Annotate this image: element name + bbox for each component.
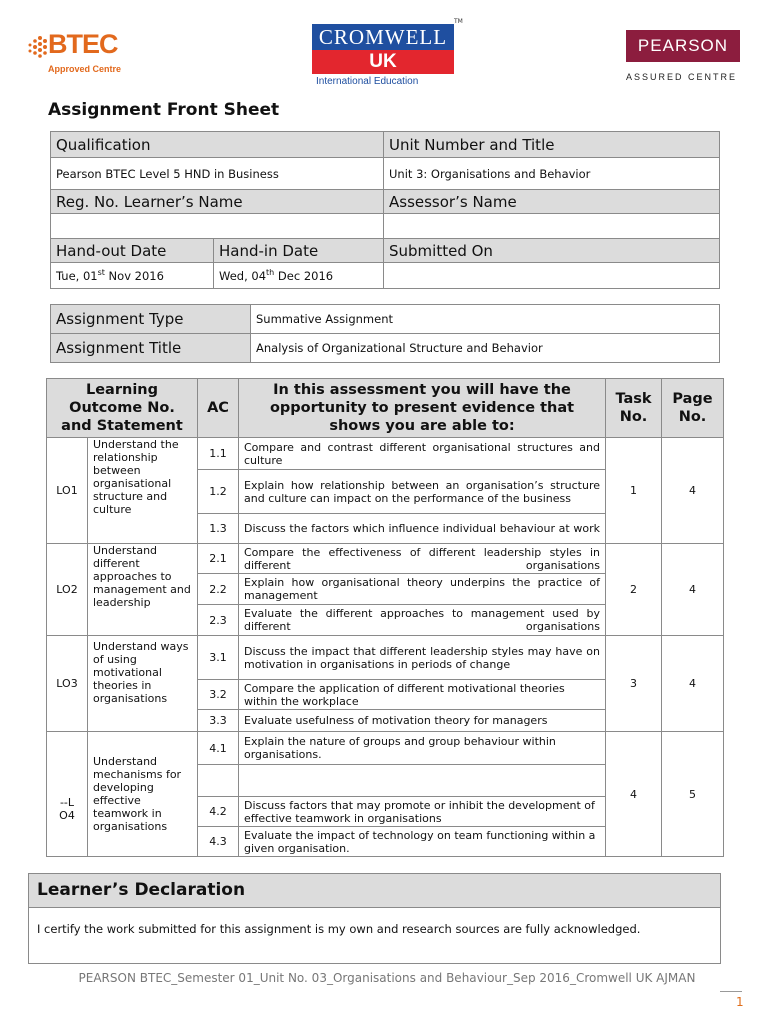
criterion-text: Discuss the factors which influence individual behaviour at work (239, 514, 606, 544)
declaration-heading: Learner’s Declaration (28, 873, 721, 908)
header-evidence: In this assessment you will have the opportunity to present evidence that shows you are able to: (239, 379, 606, 438)
lo2-page: 4 (662, 544, 724, 636)
assessor-name-cell (384, 214, 720, 239)
handout-value: Tue, 01st Nov 2016 (51, 263, 214, 289)
handin-value: Wed, 04th Dec 2016 (214, 263, 384, 289)
assignment-title-value: Analysis of Organizational Structure and Behavior (251, 334, 720, 363)
ac-cell: 1.2 (198, 470, 239, 514)
criterion-text: Evaluate the different approaches to management used by different organisations (239, 605, 606, 636)
cromwell-uk: UK (312, 50, 454, 74)
pearson-logo (626, 30, 741, 82)
pearson-wordmark: PEARSON (626, 30, 740, 62)
ac-cell: 4.3 (198, 827, 239, 857)
lo1-page: 4 (662, 438, 724, 544)
lo3-page: 4 (662, 636, 724, 732)
ac-cell: 2.2 (198, 574, 239, 605)
assignment-title-label: Assignment Title (51, 334, 251, 363)
ac-cell (198, 765, 239, 797)
page-number: 1 (736, 995, 744, 1009)
ac-cell: 1.3 (198, 514, 239, 544)
cromwell-logo (312, 18, 463, 87)
assignment-type-label: Assignment Type (51, 305, 251, 334)
qualification-value: Pearson BTEC Level 5 HND in Business (51, 158, 384, 190)
lo4-page: 5 (662, 732, 724, 857)
ac-cell: 3.3 (198, 710, 239, 732)
declaration-text: I certify the work submitted for this assignment is my own and research sources are fully acknowledged. (28, 907, 721, 964)
lo4-task: 4 (606, 732, 662, 857)
qualification-label: Qualification (51, 132, 384, 158)
btec-dots-icon (26, 35, 48, 61)
info-table (50, 131, 720, 289)
criterion-text: Explain how organisational theory underpins the practice of management (239, 574, 606, 605)
assignment-table (50, 304, 720, 363)
handout-label: Hand-out Date (51, 239, 214, 263)
learner-name-cell (51, 214, 384, 239)
criterion-text (239, 765, 606, 797)
assessor-label: Assessor’s Name (384, 190, 720, 214)
pearson-subtitle: ASSURED CENTRE (626, 72, 738, 82)
footer-text: PEARSON BTEC_Semester 01_Unit No. 03_Organisations and Behaviour_Sep 2016_Cromwell UK AJMAN (78, 971, 696, 985)
ac-cell: 4.2 (198, 797, 239, 827)
lo4-statement: Understand mechanisms for developing effective teamwork in organisations (88, 732, 198, 857)
criterion-text: Evaluate usefulness of motivation theory for managers (239, 710, 606, 732)
criterion-text: Discuss factors that may promote or inhibit the development of effective teamwork in organisations (239, 797, 606, 827)
header-learning-outcome: Learning Outcome No. and Statement (47, 379, 198, 438)
page-number-rule (720, 991, 742, 992)
ac-cell: 3.1 (198, 636, 239, 680)
lo3-statement: Understand ways of using motivational theories in organisations (88, 636, 198, 732)
lo2-task: 2 (606, 544, 662, 636)
btec-wordmark: BTEC (48, 29, 118, 59)
lo1-id: LO1 (47, 438, 88, 544)
lo3-task: 3 (606, 636, 662, 732)
ac-cell: 1.1 (198, 438, 239, 470)
criterion-text: Evaluate the impact of technology on team functioning within a given organisation. (239, 827, 606, 857)
criterion-text: Discuss the impact that different leadership styles may have on motivation in organisations in periods of change (239, 636, 606, 680)
criterion-text: Explain how relationship between an organisation’s structure and culture can impact on the performance of the business (239, 470, 606, 514)
header-task-no: Task No. (606, 379, 662, 438)
ac-cell: 3.2 (198, 680, 239, 710)
lo2-statement: Understand different approaches to management and leadership (88, 544, 198, 636)
ac-cell: 2.3 (198, 605, 239, 636)
lo4-id: --L O4 (47, 732, 88, 857)
cromwell-wordmark: CROMWELL (312, 24, 454, 50)
outcomes-table (46, 378, 724, 857)
reg-label: Reg. No. Learner’s Name (51, 190, 384, 214)
criterion-text: Explain the nature of groups and group behaviour within organisations. (239, 732, 606, 765)
page-title: Assignment Front Sheet (48, 100, 280, 120)
lo2-id: LO2 (47, 544, 88, 636)
ac-cell: 2.1 (198, 544, 239, 574)
criterion-text: Compare the effectiveness of different leadership styles in different organisations (239, 544, 606, 574)
header-ac: AC (198, 379, 239, 438)
lo3-id: LO3 (47, 636, 88, 732)
handin-label: Hand-in Date (214, 239, 384, 263)
btec-subtitle: Approved Centre (48, 64, 122, 74)
assignment-type-value: Summative Assignment (251, 305, 720, 334)
unit-label: Unit Number and Title (384, 132, 720, 158)
ac-cell: 4.1 (198, 732, 239, 765)
lo1-task: 1 (606, 438, 662, 544)
criterion-text: Compare the application of different motivational theories within the workplace (239, 680, 606, 710)
criterion-text: Compare and contrast different organisational structures and culture (239, 438, 606, 470)
submitted-value (384, 263, 720, 289)
cromwell-trademark: TM (454, 18, 463, 25)
btec-logo (26, 29, 136, 78)
lo1-statement: Understand the relationship between organisational structure and culture (88, 438, 198, 544)
submitted-label: Submitted On (384, 239, 720, 263)
header-page-no: Page No. (662, 379, 724, 438)
cromwell-subtitle: International Education (316, 76, 419, 87)
unit-value: Unit 3: Organisations and Behavior (384, 158, 720, 190)
